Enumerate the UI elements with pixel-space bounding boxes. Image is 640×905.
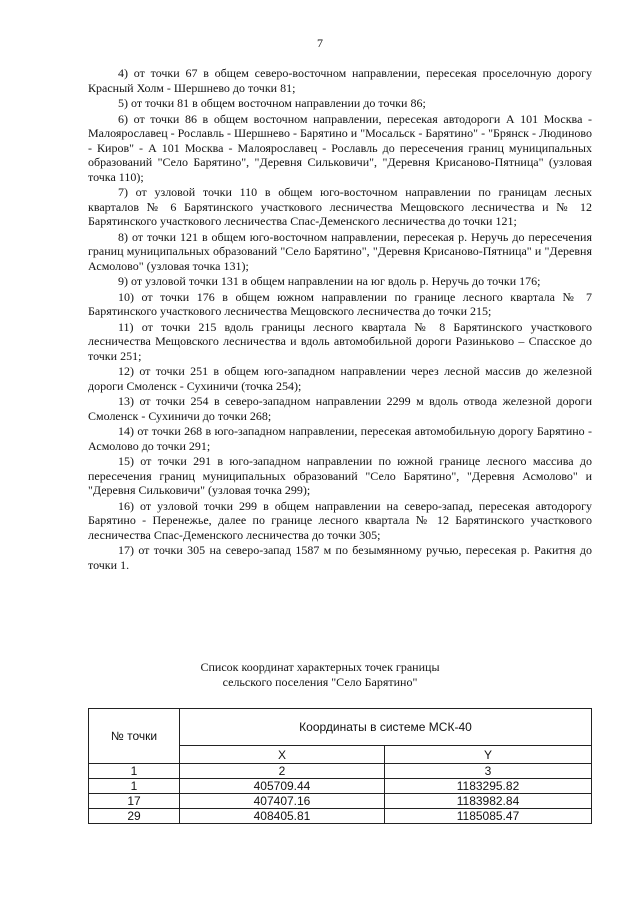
header-point-number: № точки xyxy=(89,709,180,764)
paragraph-item-16: 16) от узловой точки 299 в общем направлении на северо-запад, пересекая автодорогу Барятино - Перенежье, далее по границе лесного квартала № 12 Барятинского участкового лесничества Спас-Деменского лесничества до точки 305; xyxy=(88,498,592,542)
paragraph-item-17: 17) от точки 305 на северо-запад 1587 м по безымянному ручью, пересекая р. Ракитня до точки 1. xyxy=(88,543,592,572)
coordinates-table xyxy=(88,708,592,824)
header-y: Y xyxy=(385,746,592,764)
cell-point: 1 xyxy=(89,764,180,779)
paragraph-item-4: 4) от точки 67 в общем северо-восточном направлении, пересекая проселочную дорогу Красный Холм - Шершнево до точки 81; xyxy=(88,66,592,95)
boundary-description xyxy=(88,66,592,573)
paragraph-item-9: 9) от узловой точки 131 в общем направлении на юг вдоль р. Неручь до точки 176; xyxy=(118,274,541,288)
paragraph-item-8: 8) от точки 121 в общем юго-восточном направлении, пересекая р. Неручь до пересечения границ муниципальных образований "Село Барятино", "Деревня Крисаново-Пятница" и "Деревня Асмолово" (узловая точка 131); xyxy=(88,229,592,273)
paragraph-item-15: 15) от точки 291 в юго-западном направлении по южной границе лесного массива до пересечения границ муниципальных образований "Село Барятино", "Деревня Асмолово" и "Деревня Сильковичи" (узловая точка 299); xyxy=(88,454,592,497)
header-coordinate-system: Координаты в системе МСК-40 xyxy=(180,709,592,746)
cell-y: 1185085.47 xyxy=(385,809,592,824)
paragraph-item-14: 14) от точки 268 в юго-западном направлении, пересекая автомобильную дорогу Барятино - Асмолово до точки 291; xyxy=(88,424,592,453)
paragraph-item-11: 11) от точки 215 вдоль границы лесного квартала № 8 Барятинского участкового лесничества Мещовского лесничества и вдоль автомобильной дороги Разинькoво – Спасское до точки 251; xyxy=(88,319,592,363)
list-title-line-1: Список координат характерных точек границы xyxy=(200,660,440,674)
cell-y: 1183295.82 xyxy=(385,779,592,794)
cell-point: 17 xyxy=(89,794,180,809)
cell-point: 29 xyxy=(89,809,180,824)
coordinates-list-title xyxy=(0,660,640,690)
table-row xyxy=(89,809,592,824)
paragraph-item-12: 12) от точки 251 в общем юго-западном направлении через лесной массив до железной дороги Смоленск - Сухиничи (точка 254); xyxy=(88,364,592,393)
cell-y: 1183982.84 xyxy=(385,794,592,809)
page-number: 7 xyxy=(317,36,323,50)
cell-x: 405709.44 xyxy=(180,779,385,794)
paragraph-item-13: 13) от точки 254 в северо-западном направлении 2299 м вдоль отвода железной дороги Смоленск - Сухиничи до точки 268; xyxy=(88,394,592,423)
paragraph-item-10: 10) от точки 176 в общем южном направлении по границе лесного квартала № 7 Барятинского участкового лесничества Мещовского лесничества до точки 215; xyxy=(88,289,592,318)
cell-x: 407407.16 xyxy=(180,794,385,809)
list-title-line-2: сельского поселения "Село Барятино" xyxy=(222,675,418,689)
header-x: X xyxy=(180,746,385,764)
cell-x: 408405.81 xyxy=(180,809,385,824)
table-row xyxy=(89,794,592,809)
paragraph-item-5: 5) от точки 81 в общем восточном направлении до точки 86; xyxy=(118,96,426,110)
table-row xyxy=(89,764,592,779)
cell-y: 3 xyxy=(385,764,592,779)
cell-x: 2 xyxy=(180,764,385,779)
paragraph-item-7: 7) от узловой точки 110 в общем юго-восточном направлении по границам лесных кварталов № 6 Барятинского участкового лесничества Мещовского лесничества и № 12 Барятинского участкового лесничества Спас-Деменского лесничества до точки 121; xyxy=(88,185,592,228)
cell-point: 1 xyxy=(89,779,180,794)
table-row xyxy=(89,779,592,794)
paragraph-item-6: 6) от точки 86 в общем восточном направлении, пересекая автодороги А 101 Москва - Малоярославец - Рославль - Шершнево - Барятино и "Мосальск - Барятино" - "Брянск - Людиново - Киров" - А 101 Москва - Малоярославец - Рославль до пересечения границ муниципальных образований "Село Барятино", "Деревня Сильковичи", "Деревня Крисаново-Пятница" (узловая точка 110); xyxy=(88,111,592,184)
